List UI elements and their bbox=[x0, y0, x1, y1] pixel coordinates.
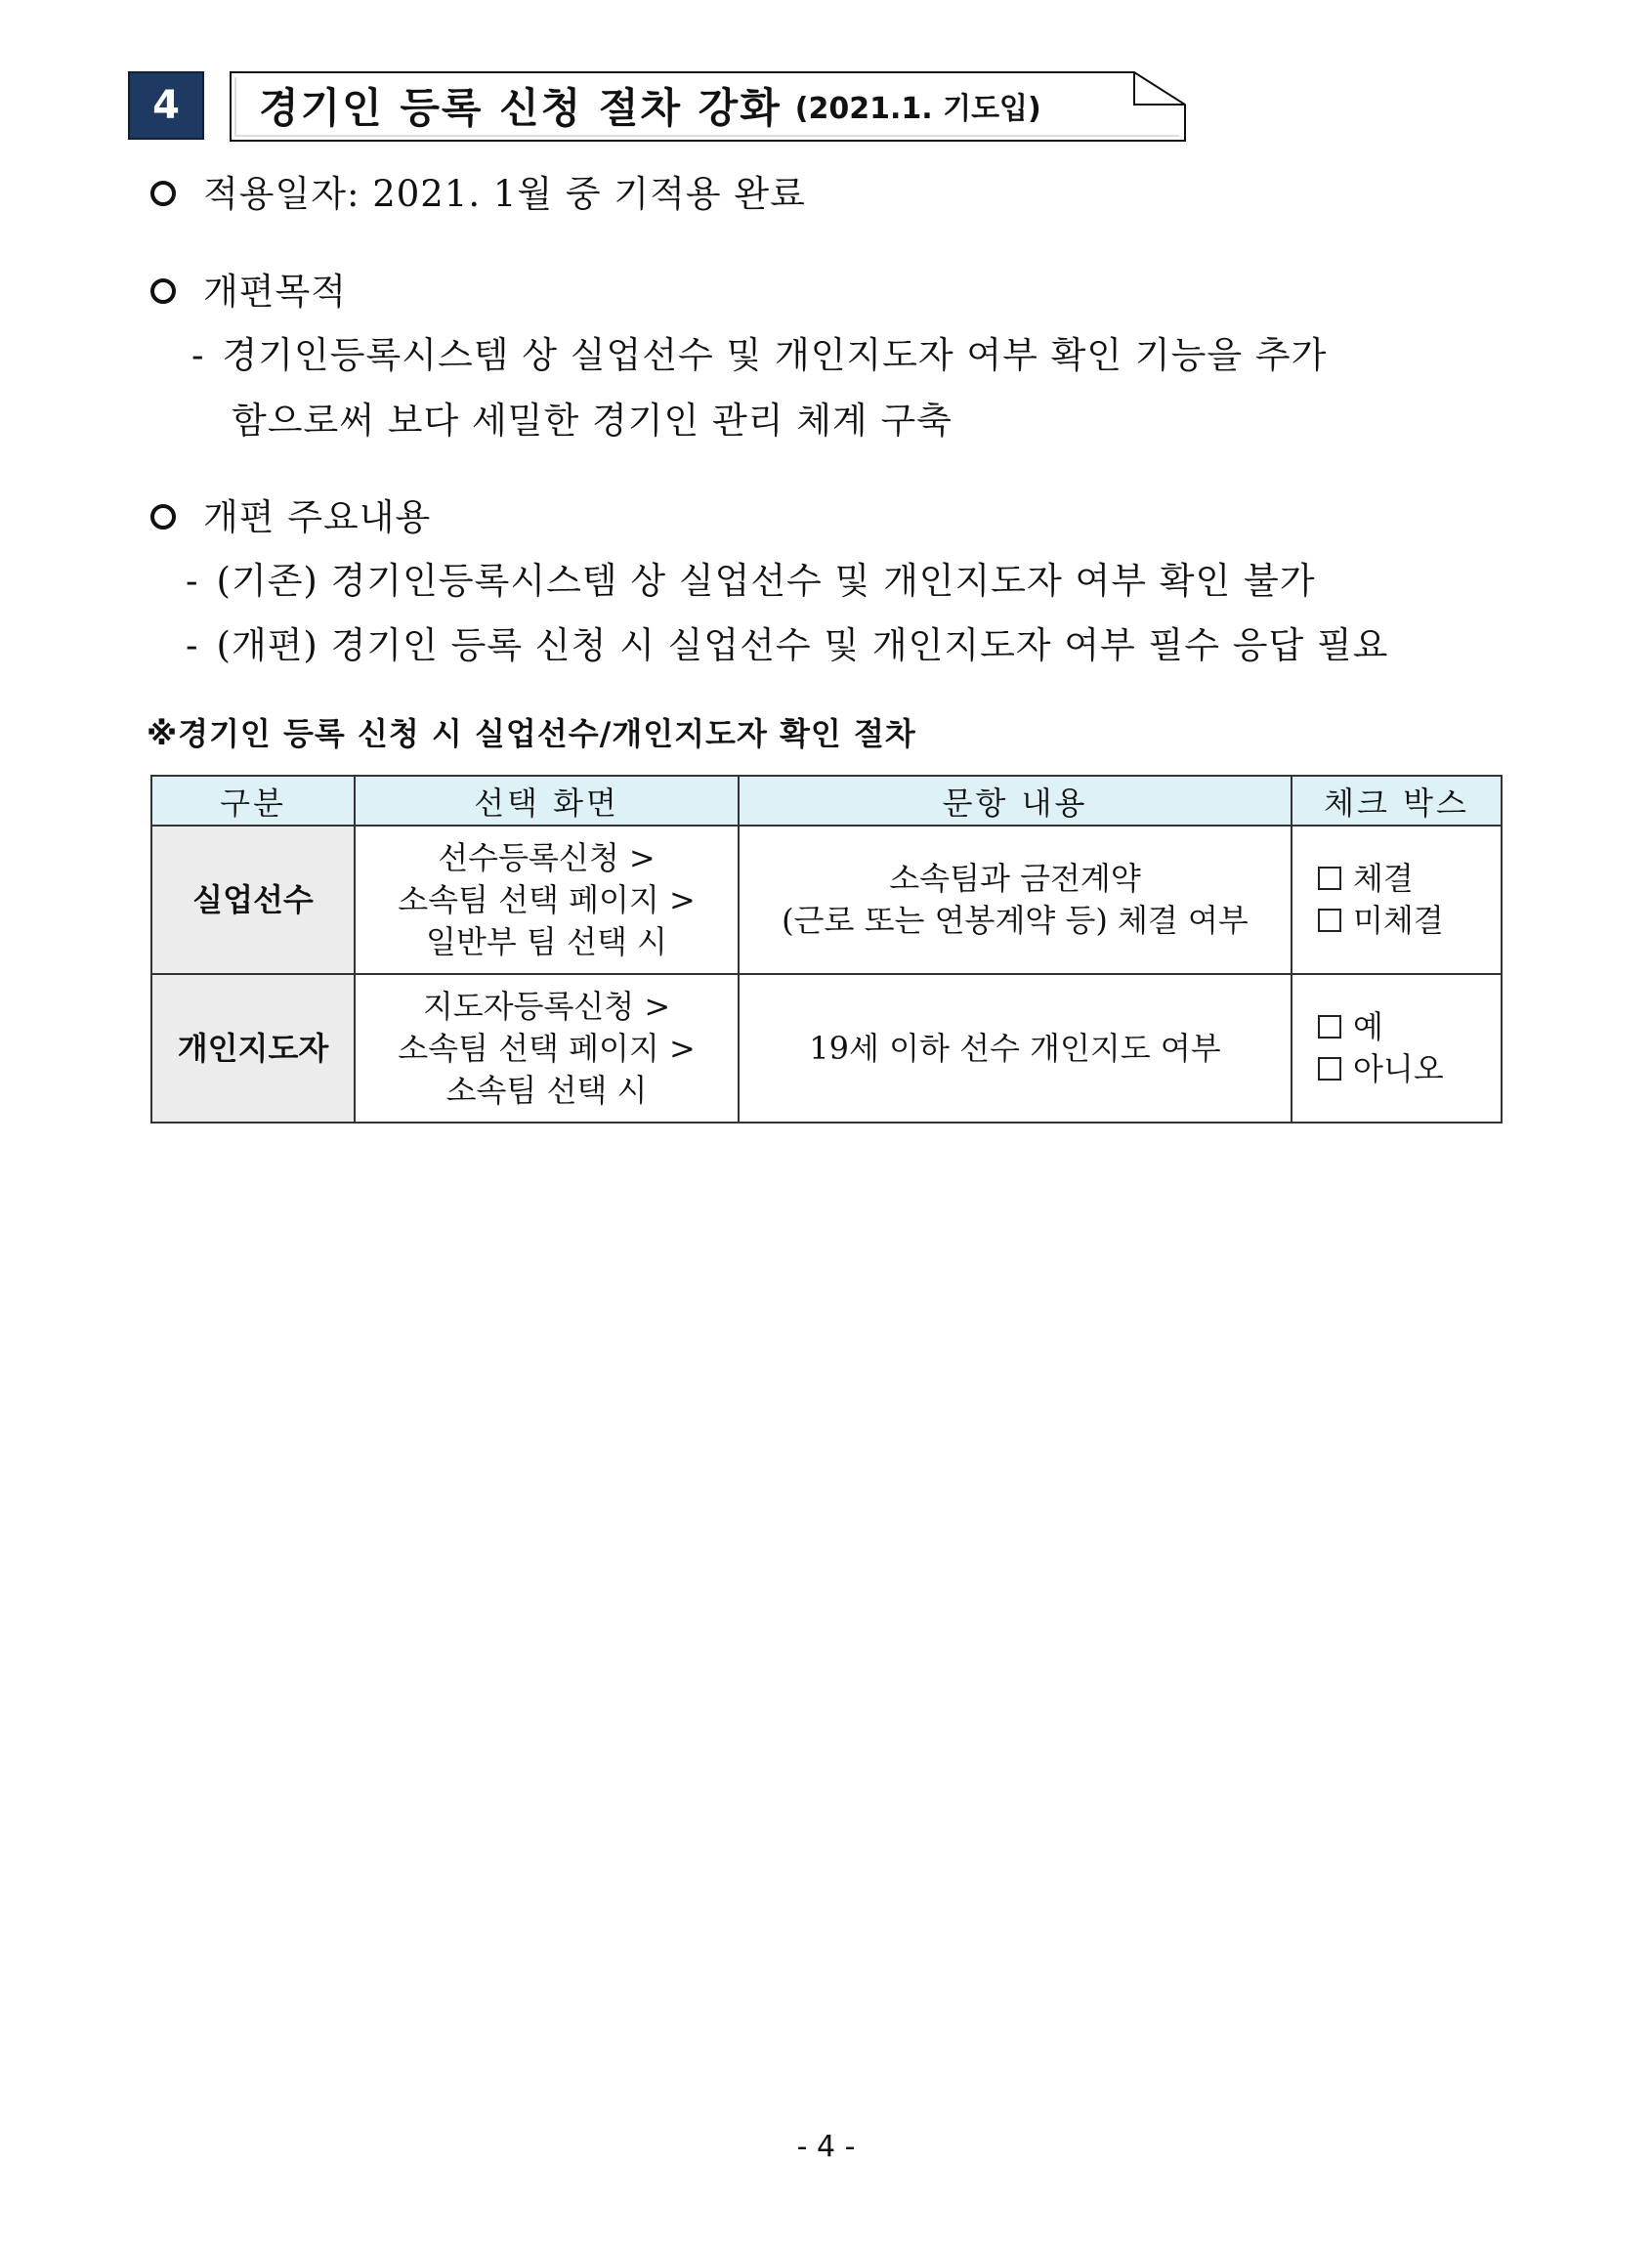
page-number: - 4 - bbox=[796, 2130, 856, 2164]
option-contracted[interactable] bbox=[1318, 858, 1501, 900]
screen-line: 소속팀 선택 페이지 > bbox=[398, 880, 696, 918]
row-options bbox=[1292, 826, 1502, 974]
dash-bullet: - bbox=[186, 560, 199, 602]
dash-bullet: - bbox=[186, 624, 199, 666]
checkbox-icon[interactable] bbox=[1318, 1057, 1341, 1081]
table-header-row bbox=[151, 776, 1502, 826]
option-label: 체결 bbox=[1353, 860, 1414, 897]
screen-line: 지도자등록신청 > bbox=[422, 987, 671, 1025]
option-label: 아니오 bbox=[1353, 1050, 1444, 1087]
option-label: 예 bbox=[1353, 1008, 1383, 1045]
question-line: (근로 또는 연봉계약 등) 체결 여부 bbox=[782, 902, 1249, 939]
section-title-main: 경기인 등록 신청 절차 강화 bbox=[259, 84, 782, 132]
row-question bbox=[739, 826, 1292, 974]
checkbox-icon[interactable] bbox=[1318, 909, 1341, 932]
table-note: ※경기인 등록 신청 시 실업선수/개인지도자 확인 절차 bbox=[147, 715, 916, 752]
checkbox-icon[interactable] bbox=[1318, 1015, 1341, 1039]
section-title bbox=[259, 71, 1041, 140]
circle-bullet-icon bbox=[150, 181, 176, 206]
screen-line: 소속팀 선택 시 bbox=[445, 1071, 648, 1109]
row-screen bbox=[355, 826, 739, 974]
section-header bbox=[128, 71, 1183, 142]
table-row bbox=[151, 974, 1502, 1123]
apply-date-text: 적용일자: 2021. 1월 중 기적용 완료 bbox=[203, 173, 806, 215]
header-checkbox: 체크 박스 bbox=[1292, 776, 1502, 826]
screen-line: 일반부 팀 선택 시 bbox=[426, 922, 667, 960]
purpose-heading: 개편목적 bbox=[203, 271, 347, 313]
dash-bullet: - bbox=[191, 334, 205, 376]
purpose-text-2: 함으로써 보다 세밀한 경기인 관리 체계 구축 bbox=[232, 400, 953, 442]
section-title-note: (2021.1. 기도입) bbox=[794, 92, 1041, 126]
content-line-2 bbox=[186, 615, 1389, 668]
option-label: 미체결 bbox=[1353, 902, 1444, 939]
content-heading: 개편 주요내용 bbox=[203, 496, 432, 538]
screen-line: 선수등록신청 > bbox=[438, 838, 656, 876]
question-line: 소속팀과 금전계약 bbox=[889, 860, 1141, 897]
section-number: 4 bbox=[128, 71, 204, 140]
checkbox-icon[interactable] bbox=[1318, 867, 1341, 890]
option-no[interactable] bbox=[1318, 1048, 1501, 1090]
screen-line: 소속팀 선택 페이지 > bbox=[398, 1029, 696, 1067]
procedure-table bbox=[150, 775, 1503, 1124]
header-screen: 선택 화면 bbox=[355, 776, 739, 826]
purpose-line-2 bbox=[232, 391, 953, 444]
circle-bullet-icon bbox=[150, 278, 176, 304]
purpose-text-1: 경기인등록시스템 상 실업선수 및 개인지도자 여부 확인 기능을 추가 bbox=[222, 334, 1328, 376]
row-category: 실업선수 bbox=[151, 826, 355, 974]
purpose-heading-line bbox=[150, 262, 347, 315]
header-category: 구분 bbox=[151, 776, 355, 826]
option-yes[interactable] bbox=[1318, 1006, 1501, 1048]
option-not-contracted[interactable] bbox=[1318, 900, 1501, 942]
row-screen bbox=[355, 974, 739, 1123]
row-options bbox=[1292, 974, 1502, 1123]
header-question: 문항 내용 bbox=[739, 776, 1292, 826]
circle-bullet-icon bbox=[150, 504, 176, 530]
content-text-1: (기존) 경기인등록시스템 상 실업선수 및 개인지도자 여부 확인 불가 bbox=[216, 560, 1316, 602]
question-line: 19세 이하 선수 개인지도 여부 bbox=[809, 1029, 1221, 1067]
table-row bbox=[151, 826, 1502, 974]
purpose-line-1 bbox=[191, 325, 1327, 378]
section-title-box bbox=[230, 71, 1183, 140]
row-question bbox=[739, 974, 1292, 1123]
apply-date-line bbox=[150, 164, 806, 217]
content-heading-line bbox=[150, 488, 431, 540]
content-text-2: (개편) 경기인 등록 신청 시 실업선수 및 개인지도자 여부 필수 응답 필요 bbox=[216, 624, 1389, 666]
content-line-1 bbox=[186, 551, 1316, 604]
row-category: 개인지도자 bbox=[151, 974, 355, 1123]
